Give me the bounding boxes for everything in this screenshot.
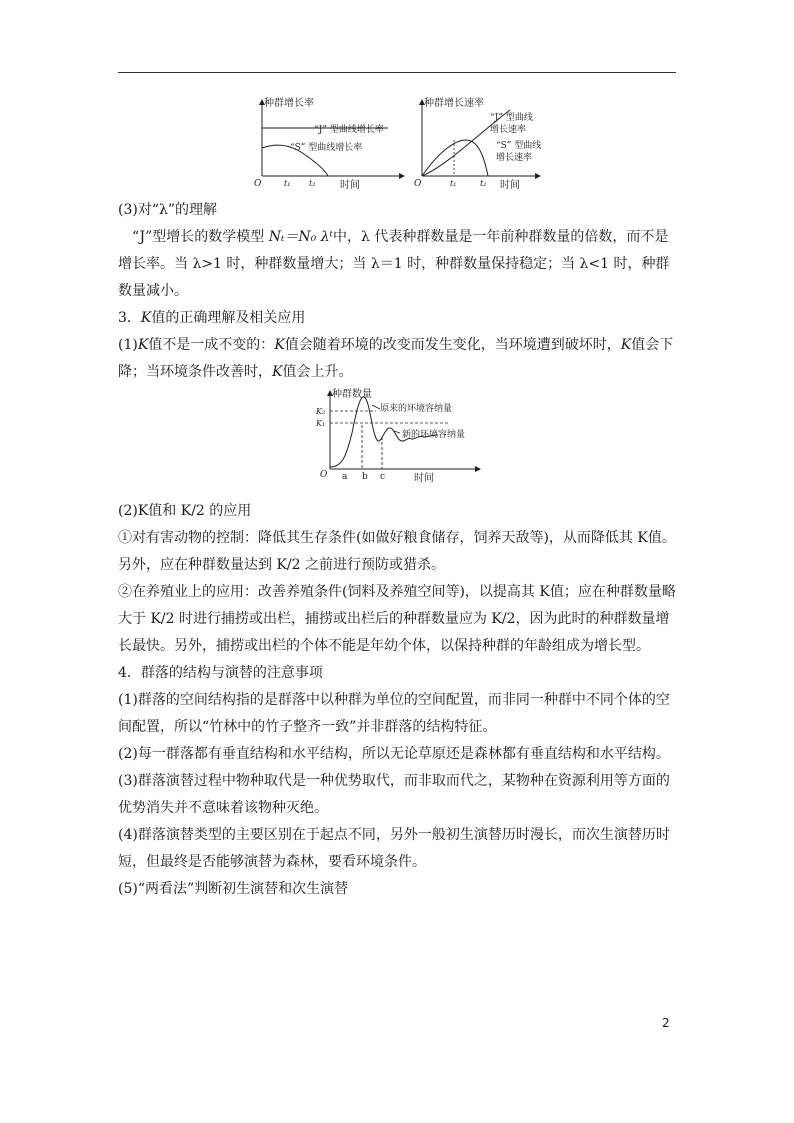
fig1-right-s-label-1: “S” 型曲线 <box>496 141 542 151</box>
formula: Nₜ＝N₀ λᵗ <box>268 229 334 245</box>
header-rule <box>118 72 676 73</box>
section-4-title: 4．群落的结构与演替的注意事项 <box>118 665 323 681</box>
fig2-tick-a: a <box>342 472 348 482</box>
fig1-right-xlabel: 时间 <box>500 180 520 191</box>
fig1-left-j-label: “J” 型曲线增长率 <box>314 125 384 135</box>
fig1-left-tick-t1: t₁ <box>284 179 291 188</box>
para-community-1: (1)群落的空间结构指的是群落中以种群为单位的空间配置，而非同一种群中不同个体的空间配置，所以“竹林中的竹子整齐一致”并非群落的结构特征。 <box>118 692 670 735</box>
fig2-tick-k1: K₁ <box>316 419 326 428</box>
para-k-value-item-2: ②在养殖业上的应用：改善养殖条件(饲料及养殖空间等)，以提高其 K值；应在种群数量略大于 K/2 时进行捕捞或出栏，捕捞或出栏后的种群数量应为 K/2，因为此时的种群数量增长最快。另外，捕捞或出栏的个体不能是年幼个体，以保持种群的年龄组成为增长型。 <box>118 584 676 654</box>
figure-carrying-capacity <box>316 387 496 487</box>
para-k-value-2-title: (2)K值和 K/2 的应用 <box>118 503 252 519</box>
para-community-2: (2)每一群落都有垂直结构和水平结构，所以无论草原还是森林都有垂直结构和水平结构。 <box>118 746 670 762</box>
fig1-right-s-label-2: 增长速率 <box>496 153 533 163</box>
page-content <box>118 197 678 903</box>
para-k-value-1: (1)K值不是一成不变的：K值会随着环境的改变而发生变化，当环境遭到破坏时，K值会下降；当环境条件改善时，K值会上升。 <box>118 337 674 380</box>
fig2-ylabel: 种群数量 <box>332 389 372 400</box>
fig1-right-j-label-1: “J” 型曲线 <box>490 113 533 123</box>
fig1-left-ylabel: 种群增长率 <box>264 98 314 109</box>
fig2-tick-k2: K₂ <box>316 407 326 416</box>
fig1-left-s-label: “S” 型曲线增长率 <box>290 143 363 153</box>
fig1-right-tick-t2: t₂ <box>480 179 487 188</box>
para-lambda-body: “J”型增长的数学模型 Nₜ＝N₀ λᵗ中，λ 代表种群数量是一年前种群数量的倍数，而不是增长率。当 λ>1 时，种群数量增大；当 λ＝1 时，种群数量保持稳定；当 λ<1 时，种群数量减小。 <box>118 229 670 299</box>
figure-growth-speed <box>416 96 556 192</box>
figure-growth-rate <box>254 96 414 192</box>
fig1-right-ylabel: 种群增长速率 <box>424 98 484 109</box>
fig2-origin: O <box>320 470 328 480</box>
para-community-4: (4)群落演替类型的主要区别在于起点不同，另外一般初生演替历时漫长，而次生演替历时短，但最终是否能够演替为森林，要看环境条件。 <box>118 827 670 870</box>
fig2-tick-c: c <box>380 472 386 482</box>
fig1-left-xlabel: 时间 <box>340 180 360 191</box>
para-k-value-item-1: ①对有害动物的控制：降低其生存条件(如做好粮食储存，饲养天敌等)，从而降低其 K值。另外，应在种群数量达到 K/2 之前进行预防或猎杀。 <box>118 530 676 573</box>
fig1-right-origin: O <box>414 179 422 189</box>
fig1-right-tick-t1: t₁ <box>450 179 457 188</box>
fig2-label-old: 原来的环境容纳量 <box>380 404 453 414</box>
fig2-xlabel: 时间 <box>414 473 434 484</box>
fig2-tick-b: b <box>362 472 368 482</box>
fig1-right-j-label-2: 增长速率 <box>490 125 527 135</box>
para-community-5: (5)“两看法”判断初生演替和次生演替 <box>118 881 349 897</box>
fig1-left-tick-t2: t₂ <box>309 179 316 188</box>
section-3-title: 3．K值的正确理解及相关应用 <box>118 310 306 326</box>
para-lambda-title: (3)对“λ”的理解 <box>118 202 218 218</box>
fig1-left-origin: O <box>254 179 262 189</box>
page-number: 2 <box>662 1016 670 1030</box>
fig2-label-new: 新的环境容纳量 <box>402 430 466 440</box>
para-community-3: (3)群落演替过程中物种取代是一种优势取代，而非取而代之，某物种在资源利用等方面的优势消失并不意味着该物种灭绝。 <box>118 773 670 816</box>
